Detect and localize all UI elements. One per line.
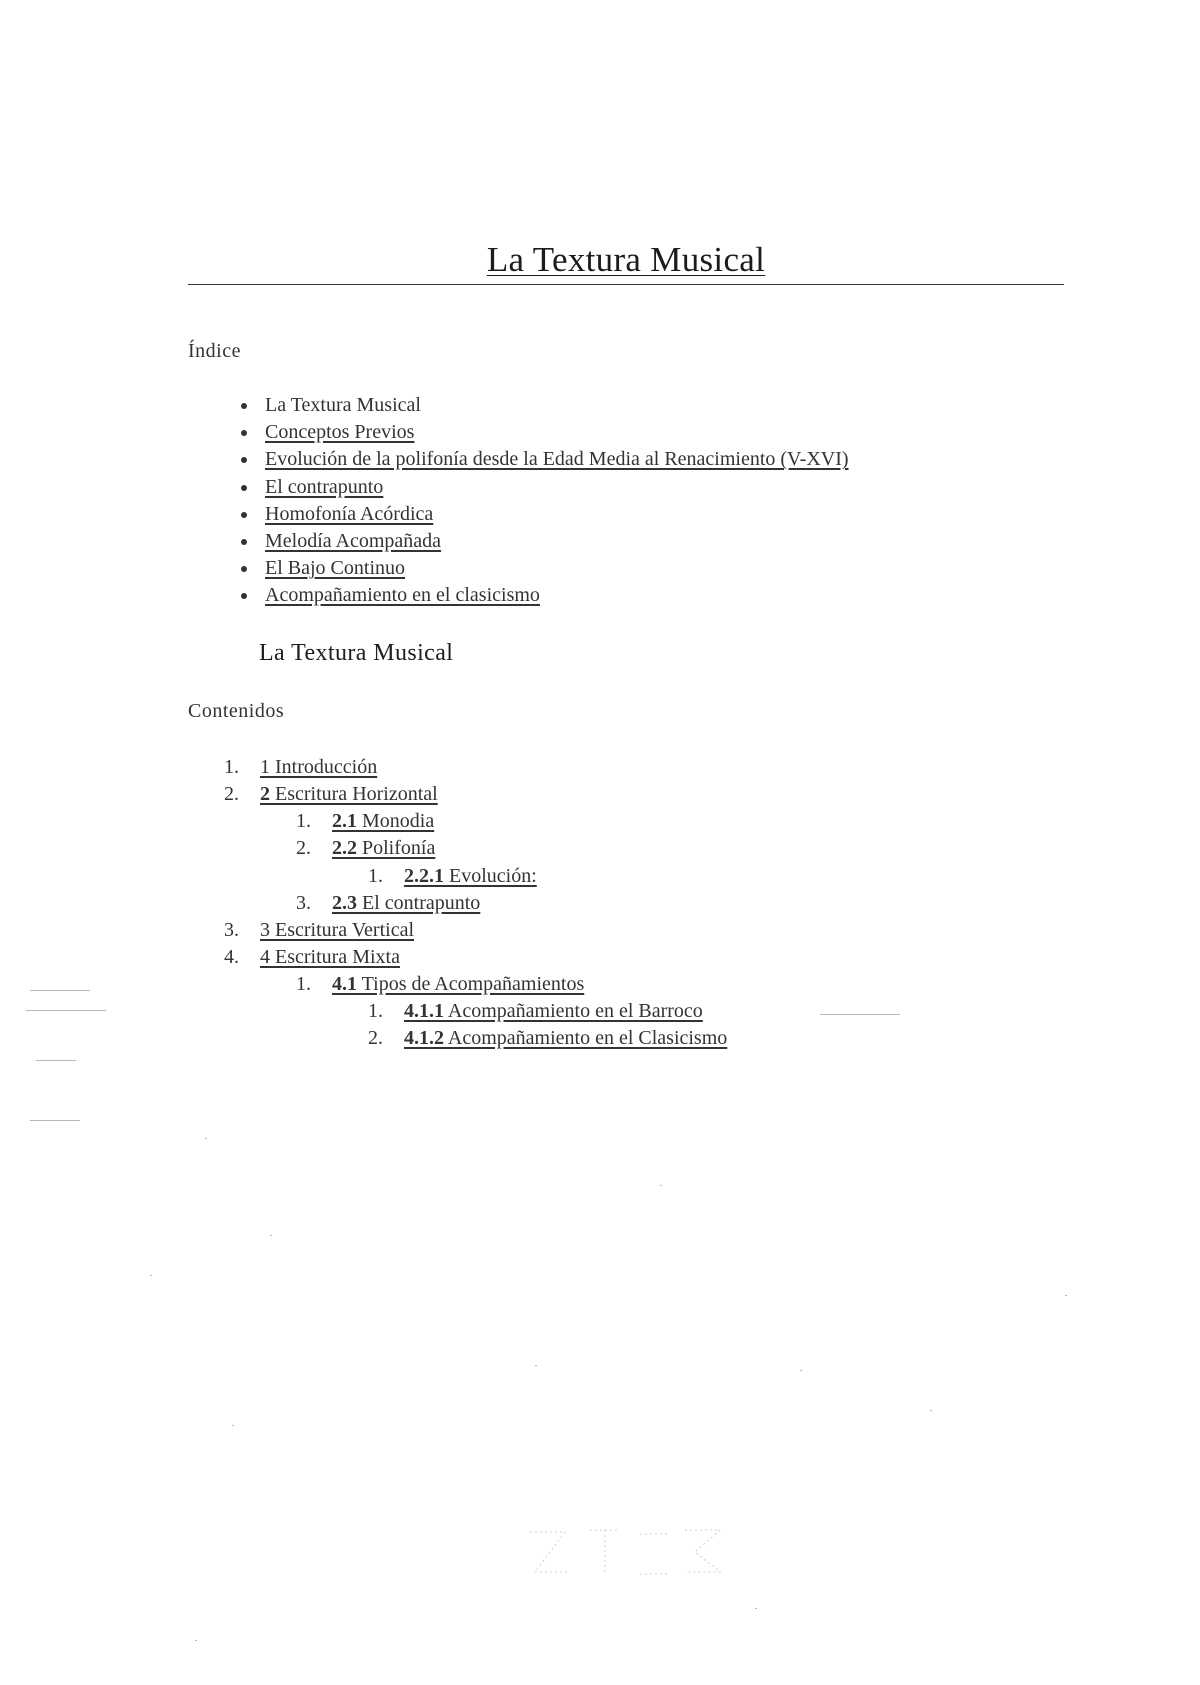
- index-link-clasicismo[interactable]: Acompañamiento en el clasicismo: [265, 584, 540, 607]
- toc-number: 2.: [296, 837, 311, 859]
- scan-artifact: [270, 1235, 272, 1236]
- scan-artifact: [820, 1014, 900, 1015]
- index-item[interactable]: [259, 555, 849, 582]
- toc-number: 3.: [224, 919, 239, 941]
- toc-number: 4.: [224, 946, 239, 968]
- toc-item-acompanamiento-clasicismo[interactable]: [368, 1027, 727, 1050]
- toc-number: 2.: [224, 783, 239, 805]
- index-item: [259, 392, 849, 419]
- index-link-conceptos[interactable]: Conceptos Previos: [265, 421, 415, 444]
- toc-number: 1.: [224, 756, 239, 778]
- toc-item-evolucion[interactable]: [368, 865, 537, 888]
- index-item[interactable]: [259, 419, 849, 446]
- scan-artifact: [660, 1185, 662, 1186]
- title-bar: [188, 238, 1064, 285]
- scan-artifact: [195, 1640, 197, 1641]
- index-label: Índice: [188, 340, 241, 362]
- toc-item-acompanamiento-barroco[interactable]: [368, 1000, 703, 1023]
- scan-artifact: [36, 1060, 76, 1061]
- index-item[interactable]: [259, 474, 849, 501]
- faded-stamp-graphic: [520, 1522, 730, 1582]
- toc-link[interactable]: 2.3 El contrapunto: [332, 892, 481, 914]
- scan-artifact: [1065, 1295, 1067, 1296]
- scan-artifact: [232, 1425, 234, 1426]
- contents-label: Contenidos: [188, 700, 285, 722]
- document-title: La Textura Musical: [486, 240, 766, 279]
- toc-item-escritura-mixta[interactable]: [224, 946, 400, 969]
- scan-artifact: [930, 1410, 932, 1411]
- toc-number: 3.: [296, 892, 311, 914]
- toc-item-el-contrapunto[interactable]: [296, 892, 480, 915]
- toc-link[interactable]: 4 Escritura Mixta: [260, 946, 400, 968]
- index-item[interactable]: [259, 528, 849, 555]
- section-subtitle: La Textura Musical: [259, 640, 454, 666]
- toc-number: 1.: [368, 1000, 383, 1022]
- index-item-text: La Textura Musical: [265, 394, 421, 416]
- index-link-evolucion[interactable]: Evolución de la polifonía desde la Edad Media al Renacimiento (V-XVI): [265, 448, 849, 471]
- index-link-bajo-continuo[interactable]: El Bajo Continuo: [265, 557, 405, 580]
- index-link-melodia[interactable]: Melodía Acompañada: [265, 530, 442, 553]
- toc-item-introduccion[interactable]: [224, 756, 377, 779]
- toc-number: 1.: [368, 865, 383, 887]
- toc-number: 1.: [296, 973, 311, 995]
- toc-link[interactable]: 3 Escritura Vertical: [260, 919, 415, 941]
- toc-link[interactable]: 1 Introducción: [260, 756, 378, 778]
- toc-link[interactable]: 2.2.1 Evolución:: [404, 865, 537, 887]
- index-link-contrapunto[interactable]: El contrapunto: [265, 475, 384, 498]
- index-list: [225, 392, 849, 610]
- scan-artifact: [535, 1365, 537, 1366]
- scan-artifact: [150, 1275, 152, 1276]
- toc-item-polifonia[interactable]: [296, 837, 435, 860]
- index-item[interactable]: [259, 582, 849, 609]
- toc-link[interactable]: 2 Escritura Horizontal: [260, 783, 438, 805]
- index-item[interactable]: [259, 446, 849, 473]
- scan-artifact: [30, 1120, 80, 1121]
- toc-item-escritura-horizontal[interactable]: [224, 783, 438, 806]
- toc-item-tipos-acompanamientos[interactable]: [296, 973, 584, 996]
- toc-number: 2.: [368, 1027, 383, 1049]
- scan-artifact: [755, 1608, 757, 1609]
- index-link-homofonia[interactable]: Homofonía Acórdica: [265, 502, 434, 525]
- scan-artifact: [30, 990, 90, 991]
- toc-item-escritura-vertical[interactable]: [224, 919, 414, 942]
- toc-link[interactable]: 2.1 Monodia: [332, 810, 435, 832]
- toc-link[interactable]: 4.1 Tipos de Acompañamientos: [332, 973, 585, 995]
- toc-link[interactable]: 2.2 Polifonía: [332, 837, 436, 859]
- scan-artifact: [26, 1010, 106, 1011]
- scan-artifact: [800, 1370, 802, 1371]
- toc-link[interactable]: 4.1.1 Acompañamiento en el Barroco: [404, 1000, 703, 1022]
- scan-artifact: [205, 1138, 207, 1139]
- toc-number: 1.: [296, 810, 311, 832]
- index-item[interactable]: [259, 501, 849, 528]
- toc-item-monodia[interactable]: [296, 810, 434, 833]
- toc-link[interactable]: 4.1.2 Acompañamiento en el Clasicismo: [404, 1027, 728, 1049]
